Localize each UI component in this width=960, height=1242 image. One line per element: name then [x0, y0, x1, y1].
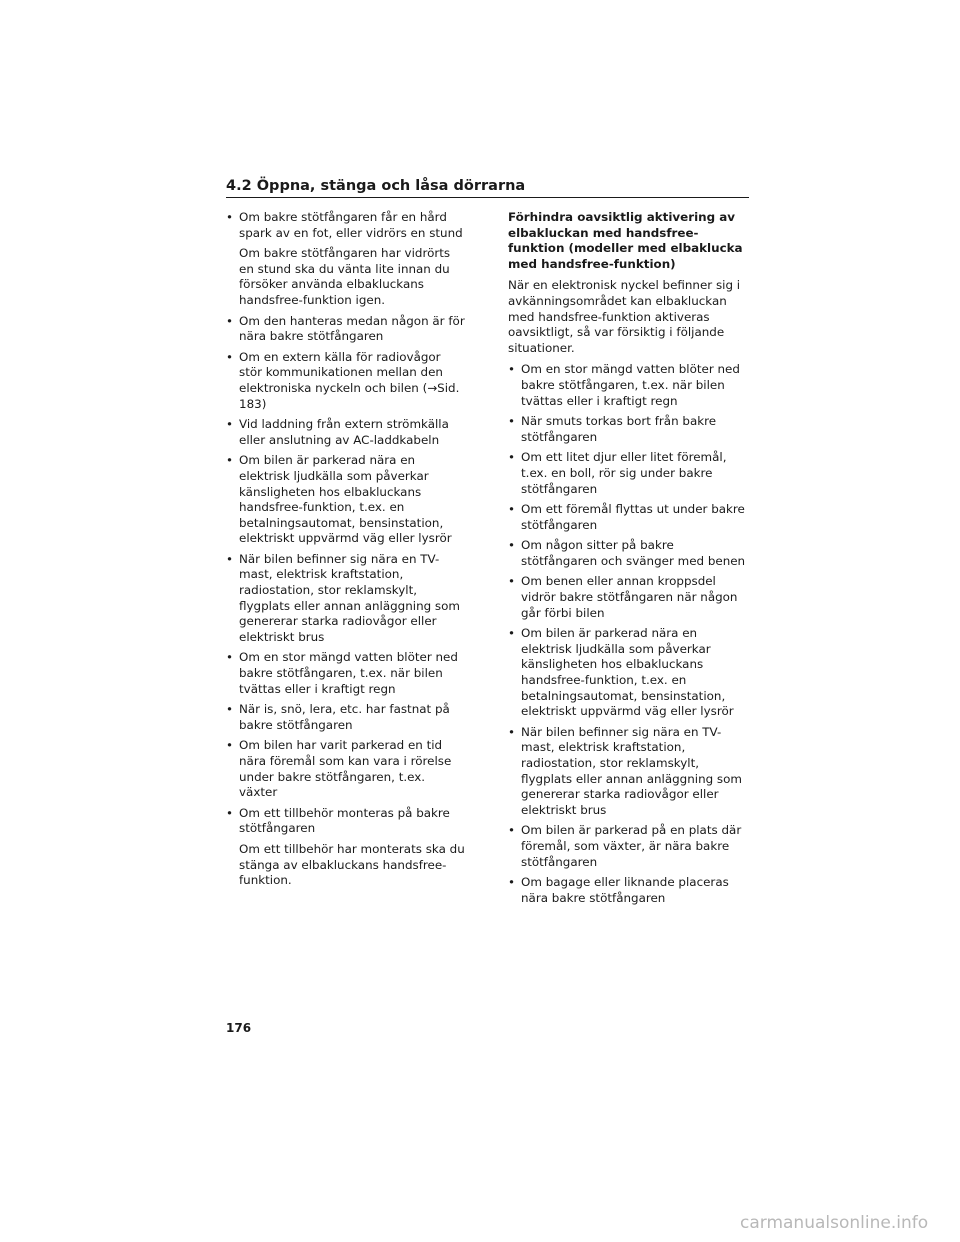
list-item — [508, 414, 748, 445]
bullet-icon: • — [226, 417, 234, 432]
list-item — [226, 702, 466, 733]
bullet-icon: • — [508, 875, 516, 890]
list-item-text: Om en extern källa för radiovågor stör kommunikationen mellan den elektroniska nyckeln och bilen (→Sid. 183) — [239, 349, 460, 411]
list-item-text: Om den hanteras medan någon är för nära bakre stötfångaren — [239, 313, 465, 344]
list-item-text: Om bilen har varit parkerad en tid nära föremål som kan vara i rörelse under bakre stötfångaren, t.ex. växter — [239, 738, 452, 800]
bullet-icon: • — [226, 313, 234, 328]
list-item — [226, 552, 466, 646]
list-item — [226, 210, 466, 309]
left-column — [226, 210, 466, 894]
right-column — [508, 210, 748, 911]
list-item-text: Om bilen är parkerad på en plats där föremål, som växter, är nära bakre stötfångaren — [521, 823, 742, 869]
list-item-text: Om en stor mängd vatten blöter ned bakre stötfångaren, t.ex. när bilen tvättas eller i kraftigt regn — [239, 650, 458, 696]
list-item — [508, 502, 748, 533]
list-item-text: När bilen befinner sig nära en TV-mast, elektrisk kraftstation, radiostation, stor reklamskylt, flygplats eller annan anläggning som genererar starka radiovågor eller elektriskt brus — [521, 724, 742, 817]
bullet-icon: • — [226, 702, 234, 717]
page-number: 176 — [226, 1021, 252, 1035]
list-item — [226, 350, 466, 412]
bullet-icon: • — [226, 650, 234, 665]
list-item-text: Om ett tillbehör monteras på bakre stötfångaren — [239, 805, 450, 836]
bullet-icon: • — [226, 453, 234, 468]
list-item-text: När bilen befinner sig nära en TV-mast, elektrisk kraftstation, radiostation, stor reklamskylt, flygplats eller annan anläggning som genererar starka radiovågor eller elektriskt brus — [239, 551, 460, 644]
list-item-text: Om benen eller annan kroppsdel vidrör bakre stötfångaren när någon går förbi bilen — [521, 574, 738, 620]
list-item-text: Om bagage eller liknande placeras nära bakre stötfångaren — [521, 875, 729, 905]
list-item-text: Om ett föremål flyttas ut under bakre stötfångaren — [521, 502, 745, 532]
bullet-icon: • — [226, 738, 234, 753]
list-item-text: Om bakre stötfångaren får en hård spark av en fot, eller vidrörs en stund — [239, 210, 463, 240]
bullet-icon: • — [508, 626, 516, 641]
list-item-text: När smuts torkas bort från bakre stötfångaren — [521, 414, 717, 444]
list-item — [508, 362, 748, 409]
list-item — [508, 450, 748, 497]
list-item — [508, 574, 748, 621]
section-header: 4.2 Öppna, stänga och låsa dörrarna — [226, 178, 749, 198]
bullet-icon: • — [508, 823, 516, 838]
list-item-text: Om ett litet djur eller litet föremål, t.ex. en boll, rör sig under bakre stötfångaren — [521, 450, 727, 496]
bullet-icon: • — [226, 210, 234, 224]
list-item-text: Om någon sitter på bakre stötfångaren och svänger med benen — [521, 538, 746, 568]
list-item — [508, 538, 748, 569]
subsection-heading: Förhindra oavsiktlig aktivering av elbakluckan med handsfree-funktion (modeller med elbaklucka med handsfree-funktion) — [508, 210, 743, 271]
bullet-icon: • — [508, 724, 516, 739]
list-item — [226, 417, 466, 448]
list-item-note: Om bakre stötfångaren har vidrörts en stund ska du vänta lite innan du försöker använda elbakluckans handsfree-funktion igen. — [239, 246, 451, 307]
intro-paragraph: När en elektronisk nyckel befinner sig i avkänningsområdet kan elbakluckan med handsfree-funktion aktiveras oavsiktligt, så var försiktig i följande situationer. — [508, 278, 741, 355]
list-item — [226, 314, 466, 345]
bullet-icon: • — [508, 450, 516, 465]
watermark: carmanualsonline.info — [740, 1213, 929, 1233]
list-item-text: Om bilen är parkerad nära en elektrisk ljudkälla som påverkar känsligheten hos elbakluckans handsfree-funktion, t.ex. en betalningsautomat, bensinstation, elektriskt uppvärmd väg eller lysrör — [521, 626, 734, 719]
list-item — [226, 806, 466, 889]
list-item-text: Vid laddning från extern strömkälla eller anslutning av AC-laddkabeln — [239, 417, 449, 447]
list-item-text: Om en stor mängd vatten blöter ned bakre stötfångaren, t.ex. när bilen tvättas eller i kraftigt regn — [521, 362, 740, 408]
list-item — [508, 725, 748, 819]
list-item — [508, 626, 748, 720]
bullet-icon: • — [508, 414, 516, 429]
bullet-icon: • — [508, 574, 516, 589]
list-item — [226, 453, 466, 547]
bullet-icon: • — [226, 551, 234, 566]
bullet-icon: • — [508, 538, 516, 553]
list-item — [226, 738, 466, 800]
list-item-note: Om ett tillbehör har monterats ska du stänga av elbakluckans handsfree-funktion. — [239, 841, 465, 888]
list-item — [508, 875, 748, 906]
bullet-icon: • — [508, 502, 516, 517]
list-item — [226, 650, 466, 697]
list-item-text: När is, snö, lera, etc. har fastnat på bakre stötfångaren — [239, 702, 450, 732]
list-item — [508, 823, 748, 870]
bullet-icon: • — [226, 805, 234, 820]
bullet-icon: • — [226, 349, 234, 364]
list-item-text: Om bilen är parkerad nära en elektrisk ljudkälla som påverkar känsligheten hos elbakluckans handsfree-funktion, t.ex. en betalningsautomat, bensinstation, elektriskt uppvärmd väg eller lysrör — [239, 453, 452, 546]
bullet-icon: • — [508, 362, 516, 377]
